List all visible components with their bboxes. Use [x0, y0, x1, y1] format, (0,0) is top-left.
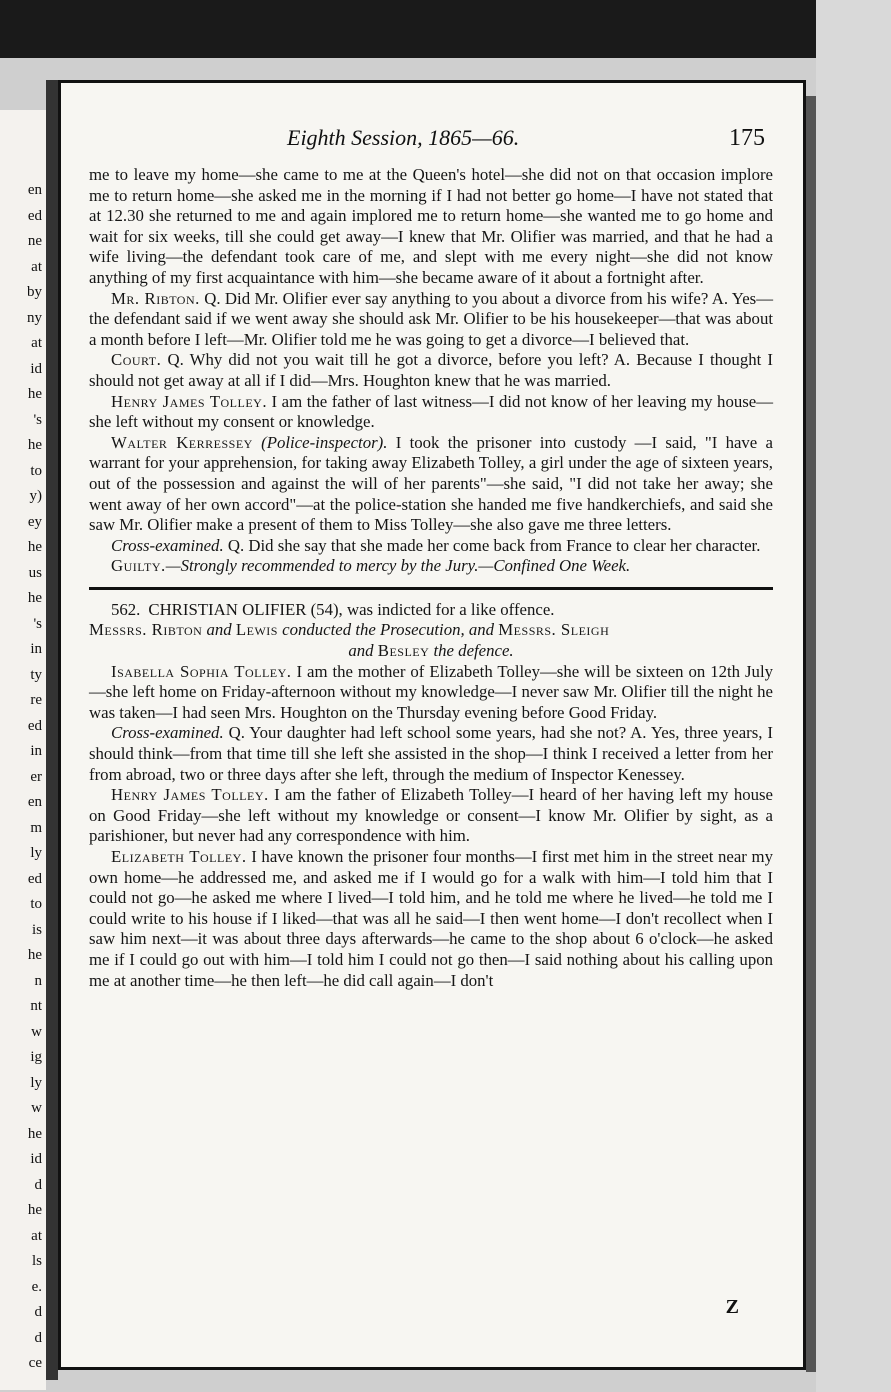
paragraph [89, 165, 773, 289]
left-margin-fragment: er [30, 768, 42, 785]
left-margin-fragment: ey [27, 513, 42, 530]
left-margin-fragment: re [30, 692, 42, 708]
counsel-name: Messrs. Sleigh [498, 620, 610, 640]
left-margin-fragment: ty [30, 666, 42, 683]
counsel-line [89, 641, 773, 662]
left-margin-fragment: nt [30, 998, 42, 1014]
paragraph-text: Q. Your daughter had left school some years, had she not? A. Yes, three years, I should think—from that time till she left she assisted in the shop—I think I received a letter from her from abroad, two or three days after she left, through the medium of Inspector Kenessey. [89, 723, 773, 784]
paragraph [89, 433, 773, 536]
left-margin-fragment: d [34, 1329, 42, 1346]
left-margin-fragment: ne [27, 233, 42, 249]
case-number: 562. [111, 599, 141, 619]
left-margin-fragment: w [31, 1100, 42, 1116]
paragraph [89, 536, 773, 557]
left-margin-fragment: ly [30, 1074, 42, 1091]
paragraph [89, 289, 773, 351]
left-margin-fragment: he [27, 1202, 42, 1218]
case-heading [89, 600, 773, 621]
verdict [89, 556, 773, 577]
left-page-fragment [0, 110, 46, 1390]
scan-top-border [0, 0, 891, 58]
left-margin-fragment: n [34, 972, 42, 989]
left-margin-fragment: to [30, 896, 42, 912]
left-margin-fragment: us [28, 564, 42, 581]
scan-right-border [816, 0, 891, 1392]
paragraph [89, 785, 773, 847]
paragraph [89, 662, 773, 724]
left-margin-fragment: is [31, 921, 42, 938]
left-margin-fragment: at [31, 258, 42, 275]
left-margin-fragment: by [27, 284, 42, 300]
left-margin-fragment: to [30, 462, 42, 479]
verdict-label: Guilty. [111, 556, 166, 576]
counsel-name: Messrs. Ribton [89, 620, 203, 640]
speaker: Mr. Ribton. [111, 288, 200, 308]
counsel-conj: and [348, 641, 374, 661]
left-margin-fragment: id [30, 1151, 42, 1167]
speaker: Cross-examined. [111, 723, 224, 743]
left-margin-fragment: d [34, 1304, 42, 1320]
left-margin-fragment: y) [29, 488, 42, 504]
left-margin-fragment: ce [28, 1355, 42, 1371]
paragraph-text: Q. Did Mr. Olifier ever say anything to you about a divorce from his wife? A. Yes—the defendant said if we went away she should ask Mr. Olifier to be his housekeeper—that was about a month before I left—Mr. Olifier told me he was going to get a divorce—I believed that. [89, 288, 773, 349]
left-margin-fragment: ed [27, 870, 42, 887]
left-margin-fragment: he [27, 590, 42, 606]
speaker-role: (Police-inspector). [261, 432, 388, 452]
paragraph [89, 723, 773, 785]
counsel-line [89, 620, 773, 641]
left-margin-fragment: 's [33, 411, 42, 428]
counsel-conj: and [206, 620, 232, 640]
left-margin-fragment: he [27, 437, 42, 453]
paragraph-text: Q. Why did not you wait till he got a divorce, before you left? A. Because I thought I should not get away at all if I did—Mrs. Houghton knew that he was married. [89, 350, 773, 390]
paragraph-text: I have known the prisoner four months—I first met him in the street near my own home—he addressed me, and asked me if I would go for a walk with him—I told him that I could not go—he asked me where I lived—I told him, and he told me where he lived—he told me I could write to his house if I liked—that was all he said—I then went home—I don't recollect when I saw him next—it was about three days afterwards—he came to the shop about 6 o'clock—he asked me if I could go out with him—I told him I could not go then—I said nothing about his calling upon me at another time—he then left—he did call again—I don't [89, 847, 773, 990]
counsel-name: Besley [377, 641, 430, 661]
left-margin-fragment: en [27, 182, 42, 198]
left-margin-fragment: ig [30, 1049, 42, 1065]
page-edge [806, 96, 816, 1372]
speaker: Court. [111, 350, 162, 370]
left-margin-fragment: en [27, 794, 42, 810]
left-margin-fragment: d [34, 1176, 42, 1193]
book-spine [46, 80, 58, 1380]
paragraph-text: I am the father of Elizabeth Tolley—I heard of her having left my house on Good Friday—she left without my knowledge or consent—I know Mr. Olifier by sight, as a parishioner, but never had any correspondence with him. [89, 785, 773, 846]
left-margin-fragment: he [27, 386, 42, 402]
paragraph [89, 350, 773, 391]
left-margin-fragment: ed [27, 207, 42, 224]
running-title: Eighth Session, 1865—66. [287, 125, 520, 150]
paragraph [89, 847, 773, 991]
left-margin-fragment: ly [30, 845, 42, 861]
counsel-text: the defence. [433, 641, 514, 661]
speaker: Henry James Tolley. [111, 391, 268, 411]
paragraph-text: I am the mother of Elizabeth Tolley—she will be sixteen on 12th July—she left home on Friday-afternoon without my knowledge—I never saw Mr. Olifier till the night he was taken—I had seen Mrs. Houghton on the Thursday evening before Good Friday. [89, 661, 773, 722]
paragraph-text: I took the prisoner into custody —I said, "I have a warrant for your apprehension, for taking away Elizabeth Tolley, a girl under the age of sixteen years, out of the possession and against the will of her parents"—she said, "I did not take her away; she went away of her own accord"—at the police-station she handed me five handkerchiefs, and said she saw Mr. Olifier make a present of them to Miss Tolley—she also gave me three letters. [89, 432, 773, 535]
left-margin-fragment: in [30, 743, 42, 759]
left-margin-fragment: he [27, 539, 42, 555]
speaker: Walter Kerressey [111, 432, 253, 452]
paragraph-text: I am the father of last witness—I did not know of her leaving my house—she left without my consent or knowledge. [89, 391, 773, 432]
speaker: Isabella Sophia Tolley. [111, 661, 292, 681]
left-margin-fragment: ny [27, 309, 42, 326]
charge: was indicted for a like offence. [346, 599, 555, 619]
speaker: Henry James Tolley. [111, 785, 269, 805]
page-body [89, 165, 773, 991]
speaker: Cross-examined. [111, 535, 224, 555]
defendant: CHRISTIAN OLIFIER (54), [148, 599, 343, 619]
verdict-text: —Strongly recommended to mercy by the Jury.—Confined One Week. [165, 556, 631, 576]
section-divider [89, 587, 773, 590]
paragraph [89, 392, 773, 433]
left-margin-fragment: at [31, 1227, 42, 1244]
left-margin-fragment: w [31, 1023, 42, 1040]
paragraph-text: me to leave my home—she came to me at the Queen's hotel—she did not on that occasion implore me to return home—she asked me in the morning if I had not better go home—I have not stated that at 12.30 she returned to me and again implored me to return home—she wanted me to go home and wait for six weeks, till she could get away—I knew that Mr. Olifier was married, and that he had a wife living—the defendant took care of me, and slept with me every night—she did not know anything of my first acquaintance with him—she became aware of it about a fortnight after. [89, 165, 773, 287]
speaker: Elizabeth Tolley. [111, 847, 247, 866]
left-margin-fragment: he [27, 1125, 42, 1142]
page-number: 175 [729, 125, 765, 151]
left-margin-fragment: at [31, 335, 42, 351]
left-margin-fragment: 's [33, 615, 42, 632]
left-margin-fragment: e. [31, 1278, 42, 1295]
signature-mark: Z [725, 1296, 739, 1318]
left-margin-fragment: in [30, 641, 42, 657]
paragraph-text: Q. Did she say that she made her come back from France to clear her character. [227, 535, 761, 555]
counsel-text: conducted the Prosecution, and [282, 620, 495, 640]
left-margin-fragment: ls [31, 1253, 42, 1269]
left-margin-fragment: id [30, 360, 42, 377]
book-page [58, 80, 806, 1370]
left-margin-fragment: ed [27, 717, 42, 734]
left-margin-fragment: m [30, 819, 42, 836]
left-margin-fragment: he [27, 947, 42, 963]
counsel-name: Lewis [235, 620, 278, 640]
